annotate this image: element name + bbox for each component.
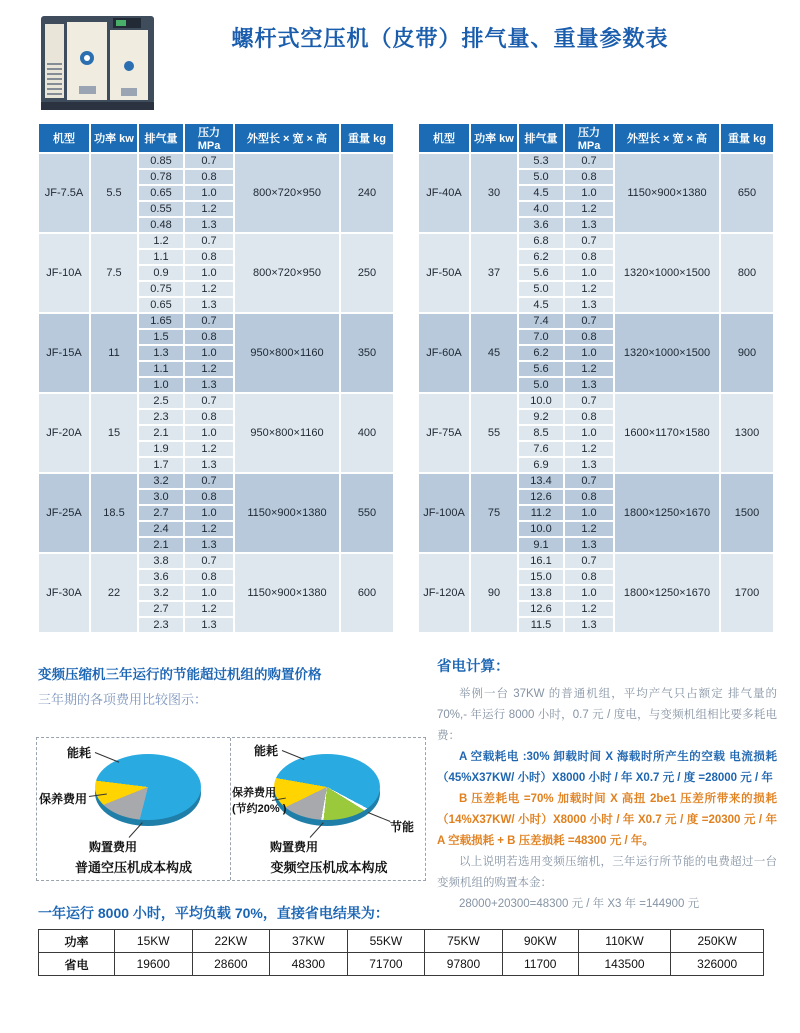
pressure-cell: 1.3 bbox=[565, 218, 613, 232]
column-header: 机型 bbox=[419, 124, 469, 152]
pressure-cell: 0.8 bbox=[185, 410, 233, 424]
flow-cell: 8.5 bbox=[519, 426, 563, 440]
result-saving-cell: 48300 bbox=[270, 953, 348, 976]
result-saving-cell: 97800 bbox=[425, 953, 503, 976]
power-calc-paragraph-intro: 举例一台 37KW 的普通机组，平均产气只占额定 排气量的 70%,- 年运行 8000 小时，0.7 元 / 度电，与变频机组相比要多耗电费： bbox=[437, 688, 777, 742]
result-saving-cell: 11700 bbox=[502, 953, 578, 976]
pressure-cell: 0.7 bbox=[565, 394, 613, 408]
flow-cell: 5.0 bbox=[519, 378, 563, 392]
flow-cell: 0.9 bbox=[139, 266, 183, 280]
flow-cell: 2.3 bbox=[139, 410, 183, 424]
pressure-cell: 1.2 bbox=[565, 442, 613, 456]
weight-cell: 250 bbox=[341, 234, 393, 312]
pressure-cell: 1.0 bbox=[185, 186, 233, 200]
pressure-cell: 1.0 bbox=[565, 506, 613, 520]
pressure-cell: 1.3 bbox=[185, 538, 233, 552]
power-cell: 55 bbox=[471, 394, 517, 472]
flow-cell: 7.6 bbox=[519, 442, 563, 456]
pie-label-purchase: 购置费用 bbox=[270, 840, 319, 854]
flow-cell: 6.8 bbox=[519, 234, 563, 248]
flow-cell: 2.1 bbox=[139, 426, 183, 440]
flow-cell: 1.0 bbox=[139, 378, 183, 392]
column-header: 功率 kw bbox=[91, 124, 137, 152]
pressure-cell: 0.7 bbox=[565, 154, 613, 168]
dims-cell: 800×720×950 bbox=[235, 154, 339, 232]
power-cell: 15 bbox=[91, 394, 137, 472]
flow-cell: 3.2 bbox=[139, 474, 183, 488]
result-saving-cell: 28600 bbox=[192, 953, 270, 976]
flow-cell: 7.4 bbox=[519, 314, 563, 328]
spec-subrow bbox=[419, 234, 773, 248]
flow-cell: 4.5 bbox=[519, 298, 563, 312]
spec-header-row bbox=[39, 124, 393, 152]
flow-cell: 2.7 bbox=[139, 602, 183, 616]
spec-table-right-wrap bbox=[417, 122, 775, 634]
power-cell: 18.5 bbox=[91, 474, 137, 552]
weight-cell: 600 bbox=[341, 554, 393, 632]
flow-cell: 1.9 bbox=[139, 442, 183, 456]
weight-cell: 1500 bbox=[721, 474, 773, 552]
spec-subrow bbox=[39, 314, 393, 328]
model-cell: JF-100A bbox=[419, 474, 469, 552]
dims-cell: 1150×900×1380 bbox=[615, 154, 719, 232]
column-header: 重量 kg bbox=[721, 124, 773, 152]
pressure-cell: 1.2 bbox=[565, 282, 613, 296]
pressure-cell: 1.2 bbox=[185, 282, 233, 296]
pressure-cell: 1.3 bbox=[185, 298, 233, 312]
pressure-cell: 0.7 bbox=[185, 474, 233, 488]
result-saving-cell: 143500 bbox=[578, 953, 671, 976]
spec-subrow bbox=[419, 474, 773, 488]
pressure-cell: 1.2 bbox=[185, 442, 233, 456]
pie-chart-vfd-compressor bbox=[232, 738, 426, 880]
pie-label-maintenance bbox=[232, 784, 286, 816]
model-cell: JF-50A bbox=[419, 234, 469, 312]
pie-label-purchase: 购置费用 bbox=[89, 840, 138, 854]
flow-cell: 2.4 bbox=[139, 522, 183, 536]
weight-cell: 350 bbox=[341, 314, 393, 392]
pressure-cell: 0.8 bbox=[185, 330, 233, 344]
savings-subheading: 三年期的各项费用比较图示： bbox=[38, 692, 208, 707]
pressure-cell: 1.2 bbox=[185, 202, 233, 216]
flow-cell: 1.65 bbox=[139, 314, 183, 328]
weight-cell: 550 bbox=[341, 474, 393, 552]
weight-cell: 1300 bbox=[721, 394, 773, 472]
pressure-cell: 0.8 bbox=[185, 490, 233, 504]
pressure-cell: 1.0 bbox=[565, 186, 613, 200]
model-cell: JF-7.5A bbox=[39, 154, 89, 232]
power-cell: 5.5 bbox=[91, 154, 137, 232]
power-calc-section bbox=[437, 655, 777, 915]
spec-subrow bbox=[419, 394, 773, 408]
model-cell: JF-75A bbox=[419, 394, 469, 472]
flow-cell: 13.8 bbox=[519, 586, 563, 600]
pie-label-maintenance-text: 保养费用 bbox=[232, 787, 276, 799]
result-power-cell: 90KW bbox=[502, 930, 578, 953]
column-header: 外型长 × 宽 × 高 bbox=[235, 124, 339, 152]
pressure-cell: 0.7 bbox=[185, 554, 233, 568]
pressure-cell: 0.7 bbox=[565, 314, 613, 328]
pressure-cell: 0.8 bbox=[565, 410, 613, 424]
flow-cell: 0.85 bbox=[139, 154, 183, 168]
pressure-cell: 0.8 bbox=[185, 250, 233, 264]
column-header: 压力 MPa bbox=[565, 124, 613, 152]
pressure-cell: 1.2 bbox=[185, 522, 233, 536]
weight-cell: 800 bbox=[721, 234, 773, 312]
flow-cell: 1.1 bbox=[139, 362, 183, 376]
flow-cell: 6.2 bbox=[519, 250, 563, 264]
savings-heading: 变频压缩机三年运行的节能超过机组的购置价格 bbox=[38, 667, 322, 682]
dims-cell: 950×800×1160 bbox=[235, 314, 339, 392]
power-calc-paragraph-formula: 28000+20300=48300 元 / 年 X3 年 =144900 元 bbox=[459, 898, 700, 910]
result-table bbox=[38, 929, 764, 976]
flow-cell: 7.0 bbox=[519, 330, 563, 344]
spec-table-left-wrap bbox=[37, 122, 395, 634]
flow-cell: 2.7 bbox=[139, 506, 183, 520]
pressure-cell: 0.7 bbox=[185, 154, 233, 168]
compressor-illustration bbox=[35, 6, 160, 118]
flow-cell: 2.1 bbox=[139, 538, 183, 552]
model-cell: JF-30A bbox=[39, 554, 89, 632]
weight-cell: 400 bbox=[341, 394, 393, 472]
column-header: 重量 kg bbox=[341, 124, 393, 152]
pie-label-energy: 能耗 bbox=[67, 746, 92, 760]
flow-cell: 3.2 bbox=[139, 586, 183, 600]
column-header: 压力 MPa bbox=[185, 124, 233, 152]
flow-cell: 12.6 bbox=[519, 602, 563, 616]
result-power-cell: 55KW bbox=[347, 930, 425, 953]
column-header: 排气量 bbox=[519, 124, 563, 152]
flow-cell: 0.78 bbox=[139, 170, 183, 184]
pie-label-maintenance-note: (节约20% ) bbox=[232, 803, 287, 815]
cost-charts-box bbox=[36, 737, 426, 881]
flow-cell: 5.0 bbox=[519, 282, 563, 296]
power-cell: 7.5 bbox=[91, 234, 137, 312]
flow-cell: 3.6 bbox=[139, 570, 183, 584]
flow-cell: 5.0 bbox=[519, 170, 563, 184]
pressure-cell: 0.7 bbox=[185, 314, 233, 328]
pie-chart-normal-compressor bbox=[37, 738, 231, 880]
dims-cell: 1320×1000×1500 bbox=[615, 314, 719, 392]
model-cell: JF-25A bbox=[39, 474, 89, 552]
pie-label-maintenance: 保养费用 bbox=[39, 792, 88, 806]
pie-caption-vfd: 变频空压机成本构成 bbox=[270, 860, 388, 875]
pressure-cell: 1.3 bbox=[185, 618, 233, 632]
pressure-cell: 1.2 bbox=[185, 602, 233, 616]
pie-label-energy: 能耗 bbox=[254, 744, 279, 758]
flow-cell: 6.2 bbox=[519, 346, 563, 360]
leader-line bbox=[282, 750, 305, 760]
flow-cell: 10.0 bbox=[519, 394, 563, 408]
flow-cell: 2.5 bbox=[139, 394, 183, 408]
pressure-cell: 1.2 bbox=[565, 602, 613, 616]
spec-subrow bbox=[39, 554, 393, 568]
pie bbox=[274, 754, 380, 820]
spec-subrow bbox=[39, 234, 393, 248]
model-cell: JF-60A bbox=[419, 314, 469, 392]
flow-cell: 0.75 bbox=[139, 282, 183, 296]
flow-cell: 0.55 bbox=[139, 202, 183, 216]
pressure-cell: 1.3 bbox=[565, 618, 613, 632]
pressure-cell: 1.0 bbox=[565, 426, 613, 440]
power-calc-heading: 省电计算： bbox=[437, 659, 510, 675]
flow-cell: 16.1 bbox=[519, 554, 563, 568]
pressure-cell: 0.8 bbox=[565, 250, 613, 264]
result-saving-cell: 19600 bbox=[115, 953, 193, 976]
compressor-product-image bbox=[35, 6, 160, 118]
flow-cell: 1.2 bbox=[139, 234, 183, 248]
result-power-cell: 15KW bbox=[115, 930, 193, 953]
column-header: 外型长 × 宽 × 高 bbox=[615, 124, 719, 152]
result-power-cell: 22KW bbox=[192, 930, 270, 953]
dims-cell: 1320×1000×1500 bbox=[615, 234, 719, 312]
model-cell: JF-40A bbox=[419, 154, 469, 232]
spec-subrow bbox=[419, 314, 773, 328]
pressure-cell: 1.0 bbox=[565, 346, 613, 360]
flow-cell: 0.65 bbox=[139, 186, 183, 200]
spec-subrow bbox=[39, 154, 393, 168]
pressure-cell: 1.0 bbox=[185, 266, 233, 280]
pressure-cell: 1.2 bbox=[565, 362, 613, 376]
flow-cell: 5.3 bbox=[519, 154, 563, 168]
pressure-cell: 0.8 bbox=[565, 570, 613, 584]
flow-cell: 5.6 bbox=[519, 362, 563, 376]
pressure-cell: 1.2 bbox=[565, 522, 613, 536]
result-row-label: 省电 bbox=[39, 953, 115, 976]
result-row-label: 功率 bbox=[39, 930, 115, 953]
spec-subrow bbox=[39, 394, 393, 408]
result-saving-cell: 71700 bbox=[347, 953, 425, 976]
pressure-cell: 1.0 bbox=[565, 266, 613, 280]
pressure-cell: 1.2 bbox=[185, 362, 233, 376]
flow-cell: 11.2 bbox=[519, 506, 563, 520]
flow-cell: 5.6 bbox=[519, 266, 563, 280]
flow-cell: 9.2 bbox=[519, 410, 563, 424]
dims-cell: 950×800×1160 bbox=[235, 394, 339, 472]
pressure-cell: 0.7 bbox=[565, 234, 613, 248]
flow-cell: 15.0 bbox=[519, 570, 563, 584]
flow-cell: 13.4 bbox=[519, 474, 563, 488]
pressure-cell: 1.3 bbox=[185, 218, 233, 232]
pressure-cell: 1.3 bbox=[565, 378, 613, 392]
flow-cell: 0.48 bbox=[139, 218, 183, 232]
power-calc-paragraph-conclusion: 以上说明若选用变频压缩机，三年运行所节能的电费超过一台变频机组的购置本金： bbox=[437, 856, 777, 889]
model-cell: JF-10A bbox=[39, 234, 89, 312]
flow-cell: 3.8 bbox=[139, 554, 183, 568]
flow-cell: 4.0 bbox=[519, 202, 563, 216]
pressure-cell: 0.7 bbox=[565, 554, 613, 568]
pressure-cell: 1.3 bbox=[185, 458, 233, 472]
spec-header-row bbox=[419, 124, 773, 152]
pie-caption-normal: 普通空压机成本构成 bbox=[74, 860, 192, 875]
power-cell: 45 bbox=[471, 314, 517, 392]
flow-cell: 0.65 bbox=[139, 298, 183, 312]
dims-cell: 1150×900×1380 bbox=[235, 474, 339, 552]
result-power-row bbox=[39, 930, 764, 953]
result-power-cell: 37KW bbox=[270, 930, 348, 953]
pressure-cell: 1.3 bbox=[565, 458, 613, 472]
dims-cell: 1150×900×1380 bbox=[235, 554, 339, 632]
pressure-cell: 1.3 bbox=[565, 298, 613, 312]
flow-cell: 12.6 bbox=[519, 490, 563, 504]
pressure-cell: 1.3 bbox=[185, 378, 233, 392]
dims-cell: 1800×1250×1670 bbox=[615, 554, 719, 632]
flow-cell: 6.9 bbox=[519, 458, 563, 472]
pressure-cell: 1.0 bbox=[185, 426, 233, 440]
power-cell: 90 bbox=[471, 554, 517, 632]
weight-cell: 900 bbox=[721, 314, 773, 392]
flow-cell: 3.0 bbox=[139, 490, 183, 504]
spec-table-left bbox=[37, 122, 395, 634]
pressure-cell: 1.2 bbox=[565, 202, 613, 216]
result-saving-row bbox=[39, 953, 764, 976]
column-header: 机型 bbox=[39, 124, 89, 152]
dims-cell: 800×720×950 bbox=[235, 234, 339, 312]
flow-cell: 4.5 bbox=[519, 186, 563, 200]
model-cell: JF-120A bbox=[419, 554, 469, 632]
power-calc-paragraph-b: B 压差耗电 =70% 加载时间 X 高扭 2be1 压差所带来的损耗（14%X37KW/ 小时）X8000 小时 / 年 X0.7 元 / 度 =20300 元 / 年 A 空载损耗 + B 压差损耗 =48300 元 / 年。 bbox=[437, 793, 777, 847]
flow-cell: 1.7 bbox=[139, 458, 183, 472]
column-header: 功率 kw bbox=[471, 124, 517, 152]
spec-table-right bbox=[417, 122, 775, 634]
flow-cell: 3.6 bbox=[519, 218, 563, 232]
pressure-cell: 0.8 bbox=[565, 330, 613, 344]
spec-subrow bbox=[39, 474, 393, 488]
model-cell: JF-15A bbox=[39, 314, 89, 392]
power-cell: 11 bbox=[91, 314, 137, 392]
pressure-cell: 1.0 bbox=[185, 346, 233, 360]
pressure-cell: 0.7 bbox=[565, 474, 613, 488]
result-power-cell: 75KW bbox=[425, 930, 503, 953]
power-cell: 30 bbox=[471, 154, 517, 232]
pie bbox=[95, 754, 201, 820]
power-cell: 22 bbox=[91, 554, 137, 632]
result-power-cell: 250KW bbox=[671, 930, 764, 953]
flow-cell: 10.0 bbox=[519, 522, 563, 536]
column-header: 排气量 bbox=[139, 124, 183, 152]
pressure-cell: 0.8 bbox=[565, 490, 613, 504]
weight-cell: 240 bbox=[341, 154, 393, 232]
model-cell: JF-20A bbox=[39, 394, 89, 472]
weight-cell: 650 bbox=[721, 154, 773, 232]
leader-line bbox=[95, 752, 119, 763]
weight-cell: 1700 bbox=[721, 554, 773, 632]
power-calc-paragraph-a: A 空载耗电 :30% 卸载时间 X 海载时所产生的空载 电流损耗（45%X37KW/ 小时）X8000 小时 / 年 X0.7 元 / 度 =28000 元 / 年 bbox=[437, 751, 777, 784]
power-cell: 75 bbox=[471, 474, 517, 552]
dims-cell: 1600×1170×1580 bbox=[615, 394, 719, 472]
flow-cell: 9.1 bbox=[519, 538, 563, 552]
result-heading: 一年运行 8000 小时，平均负载 70%，直接省电结果为： bbox=[38, 905, 389, 921]
flow-cell: 1.3 bbox=[139, 346, 183, 360]
pressure-cell: 1.3 bbox=[565, 538, 613, 552]
pressure-cell: 0.8 bbox=[185, 570, 233, 584]
pressure-cell: 0.8 bbox=[565, 170, 613, 184]
flow-cell: 2.3 bbox=[139, 618, 183, 632]
result-power-cell: 110KW bbox=[578, 930, 671, 953]
power-cell: 37 bbox=[471, 234, 517, 312]
pressure-cell: 1.0 bbox=[565, 586, 613, 600]
pie-label-saving: 节能 bbox=[390, 820, 415, 834]
result-saving-cell: 326000 bbox=[671, 953, 764, 976]
spec-subrow bbox=[419, 554, 773, 568]
pressure-cell: 0.7 bbox=[185, 394, 233, 408]
pressure-cell: 1.0 bbox=[185, 506, 233, 520]
flow-cell: 11.5 bbox=[519, 618, 563, 632]
flow-cell: 1.1 bbox=[139, 250, 183, 264]
pressure-cell: 0.7 bbox=[185, 234, 233, 248]
flow-cell: 1.5 bbox=[139, 330, 183, 344]
leader-line bbox=[368, 812, 391, 822]
pressure-cell: 0.8 bbox=[185, 170, 233, 184]
page-title: 螺杆式空压机（皮带）排气量、重量参数表 bbox=[231, 26, 669, 51]
spec-subrow bbox=[419, 154, 773, 168]
dims-cell: 1800×1250×1670 bbox=[615, 474, 719, 552]
pressure-cell: 1.0 bbox=[185, 586, 233, 600]
